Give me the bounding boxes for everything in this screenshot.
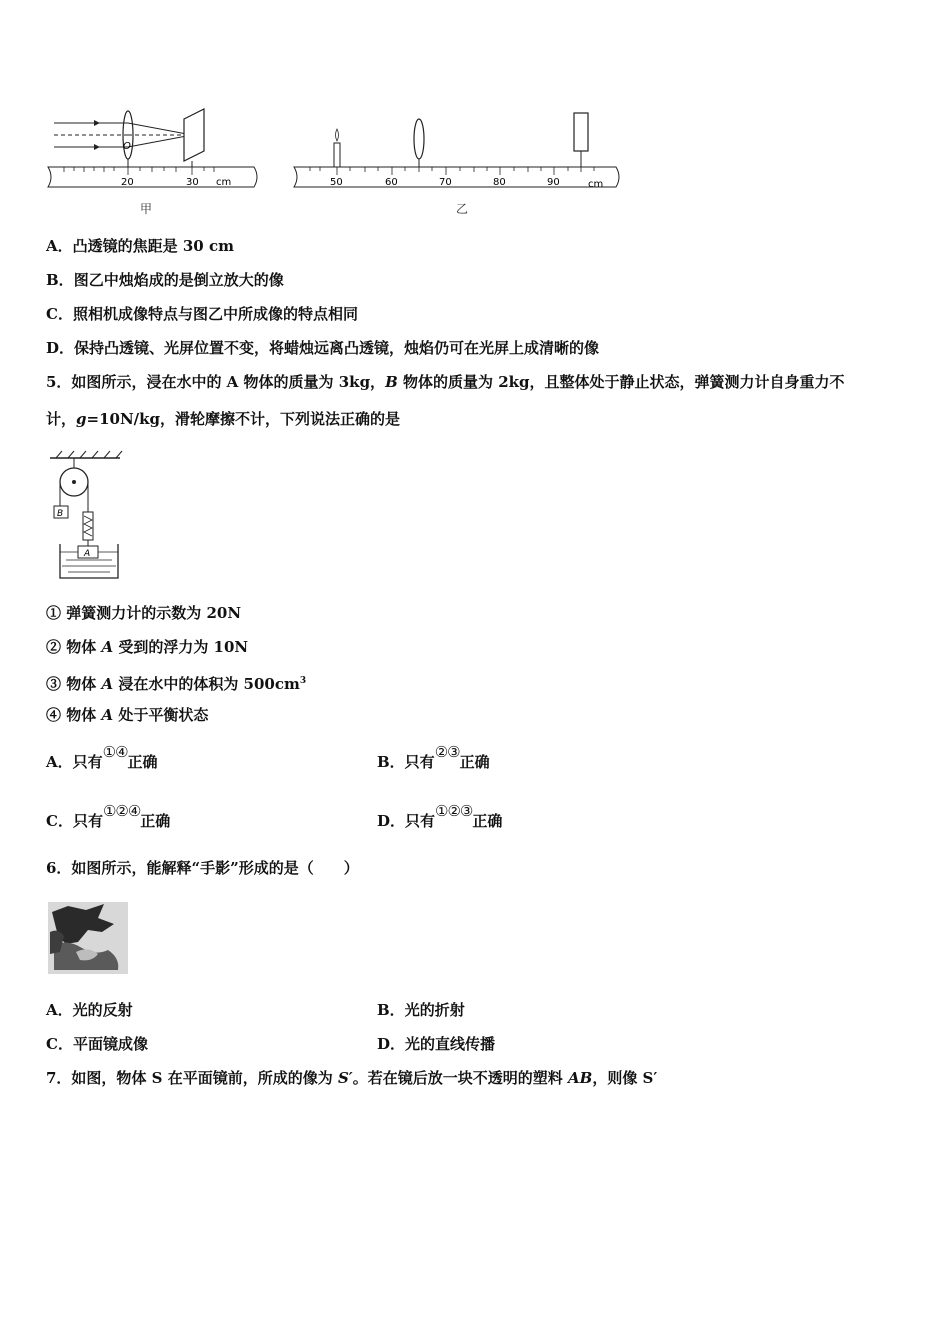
q5-option-a[interactable] <box>46 743 158 772</box>
q5-text: 5．如图所示，浸在水中的 A 物体的质量为 3kg， <box>46 373 386 391</box>
q6-option-d[interactable] <box>377 1034 495 1054</box>
option-text: 光的反射 <box>72 1001 133 1019</box>
statement-var: A <box>101 675 114 693</box>
option-key: A． <box>46 237 73 255</box>
q6-option-c[interactable] <box>46 1034 148 1054</box>
q6-stem: 6．如图所示，能解释“手影”形成的是（ ） <box>46 859 359 877</box>
q6-option-a[interactable] <box>46 1000 133 1020</box>
pulley-figure <box>46 448 126 584</box>
figure-jia-svg <box>44 105 264 205</box>
option-key: D． <box>377 1035 406 1053</box>
option-tail: 正确 <box>140 812 171 830</box>
option-key: C． <box>46 305 73 323</box>
q5-var-b: B <box>385 373 398 391</box>
figure-yi-svg <box>290 105 630 205</box>
q5-text: =10N/kg，滑轮摩擦不计，下列说法正确的是 <box>86 410 401 428</box>
hand-shadow-svg <box>48 902 128 974</box>
q5-stem-line2 <box>46 409 400 429</box>
statement-text: ④ 物体 <box>46 706 102 724</box>
option-text: 照相机成像特点与图乙中所成像的特点相同 <box>72 305 358 323</box>
option-key: C． <box>46 1035 73 1053</box>
option-key: D． <box>46 339 75 357</box>
q5-statement-3 <box>46 671 306 694</box>
statement-text: 处于平衡状态 <box>113 706 209 724</box>
option-circled: ①②③ <box>435 802 473 820</box>
option-tail: 正确 <box>472 812 503 830</box>
option-key: B．只有 <box>377 753 435 771</box>
statement-var: A <box>101 706 114 724</box>
option-key: A． <box>46 1001 73 1019</box>
q5-option-b[interactable] <box>377 743 490 772</box>
tick-60: 60 <box>385 177 398 188</box>
option-tail: 正确 <box>459 753 490 771</box>
option-key: B． <box>46 271 74 289</box>
option-text: 保持凸透镜、光屏位置不变，将蜡烛远离凸透镜，烛焰仍可在光屏上成清晰的像 <box>74 339 600 357</box>
q7-text: 7．如图，物体 S 在平面镜前，所成的像为 <box>46 1069 338 1087</box>
unit-cm: cm <box>588 179 604 190</box>
option-key: C．只有 <box>46 812 103 830</box>
tick-50: 50 <box>330 177 343 188</box>
option-text: 平面镜成像 <box>72 1035 148 1053</box>
label-b: B <box>57 509 64 519</box>
q5-statement-4 <box>46 705 208 725</box>
option-key: B． <box>377 1001 405 1019</box>
statement-text: 受到的浮力为 10N <box>113 638 249 656</box>
q4-option-a[interactable] <box>46 236 234 256</box>
q7-stem <box>46 1068 657 1088</box>
q5-statement-1 <box>46 603 241 623</box>
option-text: 图乙中烛焰成的是倒立放大的像 <box>73 271 284 289</box>
statement-text: 浸在水中的体积为 500cm <box>113 675 300 693</box>
option-text: 光的折射 <box>404 1001 465 1019</box>
q4-option-d[interactable] <box>46 338 599 358</box>
option-circled: ①②④ <box>102 802 141 820</box>
option-text: 光的直线传播 <box>405 1035 496 1053</box>
q4-option-b[interactable] <box>46 270 284 290</box>
hand-shadow-image <box>48 902 128 974</box>
option-tail: 正确 <box>127 753 158 771</box>
tick-70: 70 <box>439 177 452 188</box>
q4-option-c[interactable] <box>46 304 358 324</box>
q5-option-c[interactable] <box>46 802 171 831</box>
q5-var-g: g <box>76 410 87 428</box>
q5-option-d[interactable] <box>377 802 503 831</box>
q5-text: 物体的质量为 2kg，且整体处于静止状态，弹簧测力计自身重力不 <box>397 373 845 391</box>
q7-var-s-prime: S′ <box>337 1069 353 1087</box>
statement-text: ① 弹簧测力计的示数为 20N <box>46 604 242 622</box>
statement-sup: 3 <box>299 676 307 686</box>
q5-statement-2 <box>46 637 248 657</box>
figure-yi <box>290 105 630 205</box>
q5-text: 计， <box>46 410 77 428</box>
q6-option-b[interactable] <box>377 1000 465 1020</box>
statement-text: ③ 物体 <box>46 675 102 693</box>
statement-text: ② 物体 <box>46 638 102 656</box>
tick-30: 30 <box>186 177 199 188</box>
figure-jia-label: 甲 <box>140 202 153 216</box>
option-key: A．只有 <box>46 753 103 771</box>
figure-jia <box>44 105 264 205</box>
q7-text: 。若在镜后放一块不透明的塑料 <box>352 1069 568 1087</box>
option-key: D．只有 <box>377 812 436 830</box>
focus-label: O <box>123 141 131 152</box>
tick-20: 20 <box>121 177 134 188</box>
q7-text: ，则像 S′ <box>592 1069 658 1087</box>
pulley-svg <box>46 448 126 584</box>
q7-var-ab: AB <box>567 1069 593 1087</box>
option-text: 凸透镜的焦距是 30 cm <box>72 237 234 255</box>
label-a: A <box>84 549 91 559</box>
unit-cm: cm <box>216 177 232 188</box>
q5-stem-line1 <box>46 372 845 392</box>
statement-var: A <box>101 638 114 656</box>
tick-90: 90 <box>547 177 560 188</box>
option-circled: ②③ <box>434 743 460 761</box>
option-circled: ①④ <box>102 743 128 761</box>
figure-yi-label: 乙 <box>456 202 469 216</box>
tick-80: 80 <box>493 177 506 188</box>
